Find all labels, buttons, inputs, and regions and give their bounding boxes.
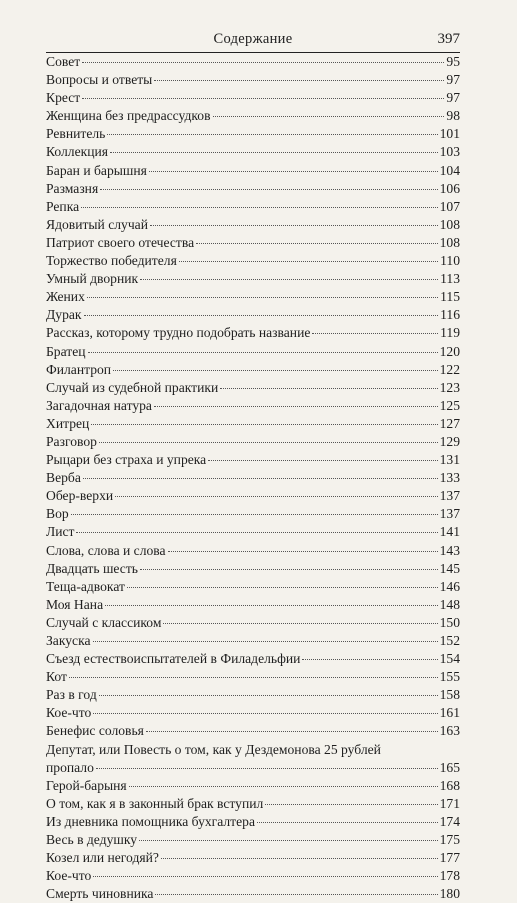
toc-entry bbox=[46, 451, 460, 469]
toc-entry-title: Кот bbox=[46, 669, 67, 685]
toc-entry-page: 154 bbox=[439, 651, 460, 667]
toc-entry-title: Ядовитый случай bbox=[46, 216, 148, 232]
toc-entry-page: 177 bbox=[439, 850, 460, 866]
toc-entry-page: 158 bbox=[439, 687, 460, 703]
toc-entry-title: пропало bbox=[46, 759, 94, 775]
toc-entry-title: Теща-адвокат bbox=[46, 578, 125, 594]
toc-entry bbox=[46, 867, 460, 885]
toc-entry-title: Умный дворник bbox=[46, 271, 139, 287]
toc-entry-title: Дурак bbox=[46, 307, 82, 323]
toc-entry-page: 97 bbox=[446, 72, 460, 88]
header-title: Содержание bbox=[213, 31, 293, 47]
dot-leader bbox=[154, 406, 438, 407]
toc-entry bbox=[46, 198, 460, 216]
dot-leader bbox=[113, 370, 438, 371]
toc-entry bbox=[46, 180, 460, 198]
toc-entry bbox=[46, 433, 460, 451]
toc-entry-title: Загадочная натура bbox=[46, 397, 152, 413]
toc-entry-title: Вопросы и ответы bbox=[46, 72, 153, 88]
toc-entry-page: 174 bbox=[439, 813, 460, 829]
dot-leader bbox=[140, 569, 438, 570]
toc-entry-page: 113 bbox=[440, 271, 460, 287]
toc-entry-page: 127 bbox=[439, 415, 460, 431]
toc-entry-title: Моя Нана bbox=[46, 596, 104, 612]
toc-entry-page: 175 bbox=[439, 832, 460, 848]
toc-entry-page: 98 bbox=[446, 108, 460, 124]
toc-entry-page: 165 bbox=[439, 759, 460, 775]
toc-entry bbox=[46, 234, 460, 252]
dot-leader bbox=[149, 171, 438, 172]
dot-leader bbox=[312, 333, 438, 334]
toc-entry bbox=[46, 397, 460, 415]
toc-entry bbox=[46, 53, 460, 71]
toc-entry bbox=[46, 795, 460, 813]
dot-leader bbox=[99, 442, 438, 443]
toc-entry-title: Женщина без предрассудков bbox=[46, 108, 211, 124]
dot-leader bbox=[129, 786, 438, 787]
dot-leader bbox=[150, 225, 438, 226]
toc-entry-title: Слова, слова и слова bbox=[46, 542, 166, 558]
toc-entry bbox=[46, 722, 460, 740]
toc-entry-page: 123 bbox=[439, 379, 460, 395]
dot-leader bbox=[91, 424, 437, 425]
dot-leader bbox=[302, 659, 437, 660]
toc-entry bbox=[46, 288, 460, 306]
toc-entry-page: 178 bbox=[439, 868, 460, 884]
toc-entry-page: 116 bbox=[440, 307, 460, 323]
toc-entry-page: 161 bbox=[439, 705, 460, 721]
dot-leader bbox=[208, 460, 437, 461]
toc-entry-title: Ревнитель bbox=[46, 126, 106, 142]
toc-entry-title: Смерть чиновника bbox=[46, 886, 154, 902]
toc-entry-title: Размазня bbox=[46, 180, 99, 196]
toc-entry-title: Крест bbox=[46, 90, 81, 106]
dot-leader bbox=[257, 822, 438, 823]
toc-entry-page: 104 bbox=[439, 162, 460, 178]
toc-entry-title: Раз в год bbox=[46, 687, 97, 703]
toc-entry-page: 141 bbox=[439, 524, 460, 540]
toc-entry-title: О том, как я в законный брак вступил bbox=[46, 795, 264, 811]
toc-entry-page: 129 bbox=[439, 433, 460, 449]
toc-entry bbox=[46, 523, 460, 541]
toc-entry bbox=[46, 361, 460, 379]
toc-entry-page: 180 bbox=[439, 886, 460, 902]
toc-entry-title: Разговор bbox=[46, 433, 97, 449]
toc-entry-page: 108 bbox=[439, 216, 460, 232]
dot-leader bbox=[196, 243, 437, 244]
toc-entry-title: Бенефис соловья bbox=[46, 723, 144, 739]
toc-entry-page: 106 bbox=[439, 180, 460, 196]
dot-leader bbox=[110, 152, 438, 153]
toc-entry-title: Герой-барыня bbox=[46, 777, 127, 793]
table-of-contents bbox=[46, 53, 460, 903]
toc-entry-page: 120 bbox=[439, 343, 460, 359]
dot-leader bbox=[161, 858, 438, 859]
dot-leader bbox=[179, 261, 438, 262]
dot-leader bbox=[88, 352, 438, 353]
toc-entry-title: Случай с классиком bbox=[46, 614, 162, 630]
toc-entry-page: 137 bbox=[439, 488, 460, 504]
toc-entry bbox=[46, 704, 460, 722]
dot-leader bbox=[76, 532, 437, 533]
toc-entry bbox=[46, 849, 460, 867]
dot-leader bbox=[82, 62, 444, 63]
dot-leader bbox=[139, 840, 438, 841]
dot-leader bbox=[213, 116, 445, 117]
toc-entry bbox=[46, 777, 460, 795]
toc-entry bbox=[46, 324, 460, 342]
toc-entry bbox=[46, 668, 460, 686]
toc-entry bbox=[46, 831, 460, 849]
toc-entry-title: Лист bbox=[46, 524, 75, 540]
toc-entry-title: Двадцать шесть bbox=[46, 560, 138, 576]
toc-entry-page: 110 bbox=[440, 253, 460, 269]
dot-leader bbox=[82, 98, 444, 99]
toc-entry bbox=[46, 143, 460, 161]
toc-entry bbox=[46, 379, 460, 397]
toc-entry-title: Весь в дедушку bbox=[46, 832, 138, 848]
dot-leader bbox=[96, 768, 438, 769]
toc-entry-title: Случай из судебной практики bbox=[46, 379, 219, 395]
toc-entry-page: 122 bbox=[439, 361, 460, 377]
toc-entry bbox=[46, 650, 460, 668]
toc-entry-page: 168 bbox=[439, 777, 460, 793]
dot-leader bbox=[265, 804, 437, 805]
dot-leader bbox=[84, 315, 439, 316]
toc-entry-title: Совет bbox=[46, 54, 81, 69]
dot-leader bbox=[155, 894, 437, 895]
toc-entry-page: 119 bbox=[440, 325, 460, 341]
dot-leader bbox=[100, 189, 437, 190]
toc-entry-page: 155 bbox=[439, 669, 460, 685]
dot-leader bbox=[71, 514, 438, 515]
toc-entry bbox=[46, 469, 460, 487]
toc-entry bbox=[46, 885, 460, 903]
dot-leader bbox=[93, 641, 438, 642]
running-header bbox=[46, 31, 460, 51]
toc-entry-title: Хитрец bbox=[46, 415, 90, 431]
dot-leader bbox=[163, 623, 437, 624]
toc-entry-title: Баран и барышня bbox=[46, 162, 147, 178]
toc-entry bbox=[46, 487, 460, 505]
toc-entry-title: Верба bbox=[46, 470, 81, 486]
toc-entry-title: Братец bbox=[46, 343, 86, 359]
toc-entry-page: 148 bbox=[439, 596, 460, 612]
dot-leader bbox=[146, 731, 438, 732]
toc-entry-page: 101 bbox=[439, 126, 460, 142]
toc-entry bbox=[46, 813, 460, 831]
dot-leader bbox=[69, 677, 438, 678]
toc-entry bbox=[46, 686, 460, 704]
toc-entry bbox=[46, 89, 460, 107]
toc-entry-title: Козел или негодяй? bbox=[46, 850, 159, 866]
toc-entry-page: 103 bbox=[439, 144, 460, 160]
toc-entry-title-line: Депутат, или Повесть о том, как у Дездемонова 25 рублей bbox=[46, 741, 381, 757]
toc-entry-title: Жених bbox=[46, 289, 85, 305]
toc-entry-page: 163 bbox=[439, 723, 460, 739]
toc-entry-page: 115 bbox=[440, 289, 460, 305]
toc-entry bbox=[46, 596, 460, 614]
dot-leader bbox=[105, 605, 438, 606]
toc-entry bbox=[46, 306, 460, 324]
toc-entry bbox=[46, 415, 460, 433]
toc-entry-title: Закуска bbox=[46, 633, 91, 648]
dot-leader bbox=[115, 496, 437, 497]
dot-leader bbox=[99, 695, 438, 696]
toc-entry-title: Филантроп bbox=[46, 361, 112, 377]
toc-entry bbox=[46, 632, 460, 650]
toc-entry-page: 97 bbox=[446, 90, 460, 106]
toc-entry-title: Кое-что bbox=[46, 868, 92, 884]
toc-entry bbox=[46, 343, 460, 361]
toc-entry-page: 95 bbox=[446, 54, 460, 69]
toc-entry-title: Кое-что bbox=[46, 705, 92, 721]
toc-entry-title: Съезд естествоиспытателей в Филадельфии bbox=[46, 651, 301, 667]
toc-entry bbox=[46, 614, 460, 632]
toc-entry-title: Рассказ, которому трудно подобрать название bbox=[46, 325, 311, 341]
dot-leader bbox=[127, 587, 438, 588]
toc-entry bbox=[46, 560, 460, 578]
toc-entry-page: 107 bbox=[439, 198, 460, 214]
toc-entry-page: 146 bbox=[439, 578, 460, 594]
dot-leader bbox=[93, 713, 437, 714]
toc-entry-page: 137 bbox=[439, 506, 460, 522]
dot-leader bbox=[107, 134, 437, 135]
toc-entry bbox=[46, 505, 460, 523]
dot-leader bbox=[93, 876, 437, 877]
toc-entry-page: 108 bbox=[439, 234, 460, 250]
toc-entry-page: 171 bbox=[439, 795, 460, 811]
toc-entry-title: Рыцари без страха и упрека bbox=[46, 452, 207, 468]
toc-entry-page: 145 bbox=[439, 560, 460, 576]
toc-entry-title: Торжество победителя bbox=[46, 253, 177, 269]
toc-entry bbox=[46, 270, 460, 288]
toc-entry bbox=[46, 216, 460, 234]
toc-entry bbox=[46, 578, 460, 596]
dot-leader bbox=[83, 478, 438, 479]
toc-entry-title: Патриот своего отечества bbox=[46, 234, 195, 250]
toc-entry-page: 131 bbox=[439, 452, 460, 468]
toc-entry-page: 133 bbox=[439, 470, 460, 486]
toc-entry-title: Коллекция bbox=[46, 144, 109, 160]
dot-leader bbox=[220, 388, 437, 389]
dot-leader bbox=[168, 551, 438, 552]
toc-entry-page: 125 bbox=[439, 397, 460, 413]
toc-entry bbox=[46, 107, 460, 125]
toc-entry-title: Репка bbox=[46, 198, 80, 214]
toc-entry bbox=[46, 542, 460, 560]
dot-leader bbox=[87, 297, 438, 298]
toc-entry bbox=[46, 741, 460, 777]
toc-entry bbox=[46, 125, 460, 143]
toc-entry-page: 152 bbox=[439, 633, 460, 648]
toc-entry-title: Обер-верхи bbox=[46, 488, 114, 504]
toc-entry-page: 143 bbox=[439, 542, 460, 558]
toc-entry bbox=[46, 71, 460, 89]
dot-leader bbox=[140, 279, 438, 280]
toc-entry bbox=[46, 162, 460, 180]
header-page-number: 397 bbox=[437, 31, 460, 47]
toc-entry-page: 150 bbox=[439, 614, 460, 630]
toc-entry-title: Вор bbox=[46, 506, 69, 522]
toc-entry bbox=[46, 252, 460, 270]
dot-leader bbox=[154, 80, 444, 81]
dot-leader bbox=[81, 207, 437, 208]
toc-entry-title: Из дневника помощника бухгалтера bbox=[46, 813, 255, 829]
